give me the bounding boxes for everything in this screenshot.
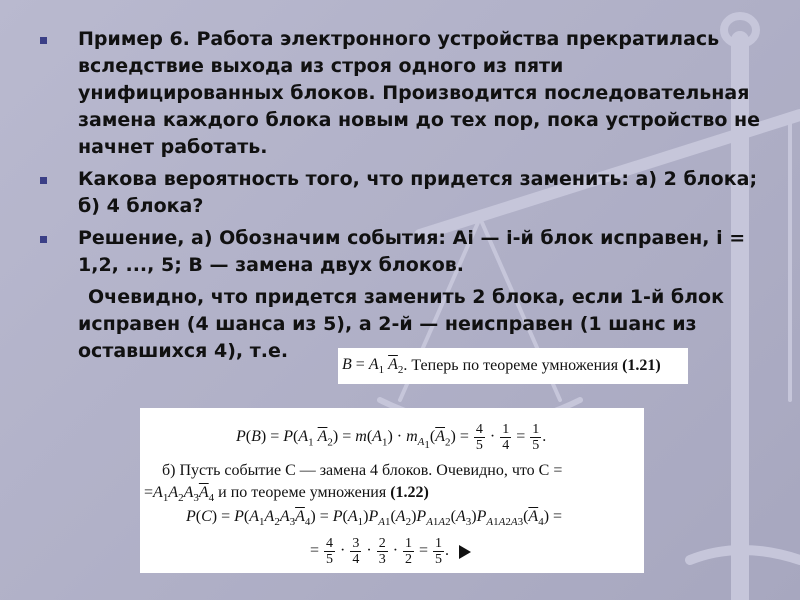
formula-strip-ref: (1.21): [622, 357, 661, 374]
bullet-marker-icon: [40, 177, 47, 184]
play-arrow-icon: [459, 545, 471, 559]
bullet-question-text: Какова вероятность того, что придется заменить: а) 2 блока; б) 4 блока?: [78, 168, 758, 217]
slide-text: [40, 26, 775, 365]
bullet-problem-text: Пример 6. Работа электронного устройства прекратилась вследствие выхода из строя одного из пяти унифицированных блоков. Производится последовательная замена каждого блока новым до тех пор, пока устройство не начнет работать.: [78, 28, 761, 158]
bullet-problem: [40, 26, 775, 161]
bullet-marker-icon: [40, 236, 47, 243]
bullet-question: [40, 166, 775, 220]
formula-pc-result: = $\frac{4}{5}$ · $\frac{3}{4}$ · $\frac{2}{3}$ · $\frac{1}{2}$ = $\frac{1}{5}$ .: [310, 536, 471, 567]
math-line-event-c: б) Пусть событие C — замена 4 блоков. Очевидно, что C =: [162, 462, 563, 479]
bullet-marker-icon: [40, 37, 47, 44]
formula-b-equation: $B = A_1$ $\overline{A}_2$: [342, 355, 404, 377]
formula-strip-text: . Теперь по теореме умножения: [403, 357, 619, 374]
solution-continuation-text: Очевидно, что придется заменить 2 блока, если 1-й блок исправен (4 шанса из 5), а 2-й — неисправен (1 шанс из оставшихся 4), т.е.: [78, 286, 724, 362]
bullet-solution-text: Решение, а) Обозначим события: Аi — i-й блок исправен, i = 1,2, ..., 5; В — замена двух блоков.: [78, 227, 746, 276]
math-line3-ref: (1.22): [390, 484, 429, 501]
formula-pc: $P(C) = P(A_1A_2A_3\overline{A}_4) = P(A_1)P_{A1}(A_2)P_{A1A2}(A_3)P_{A1A2A3}(\overline{A}_4)$ =: [186, 508, 563, 529]
math-line-product: $=A_1A_2A_3\overline{A}_4$ и по теореме умножения (1.22): [144, 484, 429, 505]
formula-strip: [338, 348, 688, 384]
math-image-box: [140, 408, 644, 573]
math-line3-text: и по теореме умножения: [218, 484, 387, 501]
bullet-solution: [40, 225, 775, 279]
formula-pb: $P(B) = P(A_1$ $\overline{A}_2) = m(A_1) \cdot m_{A_1}(\overline{A}_2)$ = $\frac{4}{5}$ · $\frac{1}{4}$ = $\frac{1}{5}$ .: [236, 422, 547, 453]
